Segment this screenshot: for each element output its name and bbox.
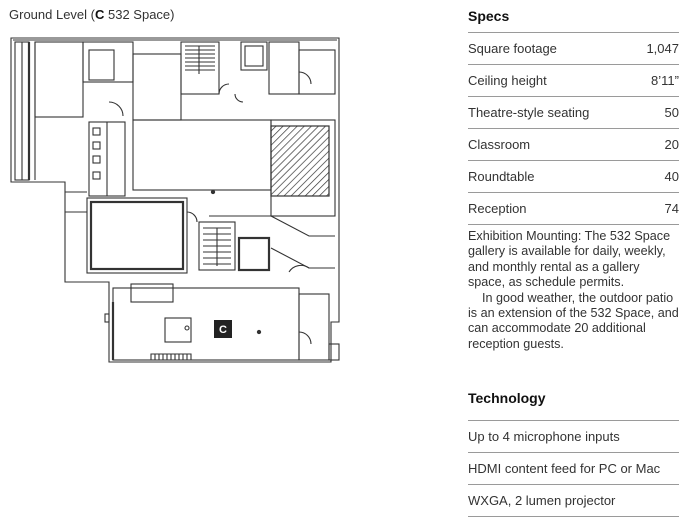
spec-value: 74 [664, 201, 679, 216]
specs-heading: Specs [468, 8, 510, 24]
floor-plan-title [9, 7, 175, 22]
spec-label: Ceiling height [468, 73, 547, 88]
spec-label: Classroom [468, 137, 531, 152]
specs-note [468, 225, 679, 352]
floor-plan-drawing [9, 32, 344, 382]
technology-item: WXGA, 2 lumen projector [468, 485, 679, 517]
spec-value: 20 [664, 137, 679, 152]
specs-panel [468, 0, 679, 508]
technology-item: Up to 4 microphone inputs [468, 420, 679, 453]
patio-note: In good weather, the outdoor patio is an extension of the 532 Space, and can accommodate 20 additional reception guests. [468, 290, 679, 351]
spec-label: Square footage [468, 41, 557, 56]
spec-label: Roundtable [468, 169, 535, 184]
technology-heading: Technology [468, 390, 546, 406]
spec-value: 50 [664, 105, 679, 120]
spec-label: Theatre-style seating [468, 105, 590, 120]
specs-table [468, 32, 679, 225]
spec-row [468, 193, 679, 225]
spec-value: 1,047 [646, 41, 679, 56]
spec-row [468, 97, 679, 129]
title-suffix: 532 Space) [104, 7, 175, 22]
room-marker-c: C [219, 324, 227, 336]
spec-value: 40 [664, 169, 679, 184]
technology-item: HDMI content feed for PC or Mac [468, 453, 679, 485]
title-marker: C [95, 7, 105, 22]
exhibition-note: Exhibition Mounting: The 532 Space gallery is available for daily, weekly, and monthly rental as a gallery space, as schedule permits. [468, 229, 671, 290]
spec-value: 8’11” [651, 73, 679, 88]
spec-row [468, 32, 679, 65]
spec-label: Reception [468, 201, 527, 216]
spec-row [468, 161, 679, 193]
spec-row [468, 129, 679, 161]
spec-row [468, 65, 679, 97]
title-prefix: Ground Level ( [9, 7, 95, 22]
technology-list [468, 420, 679, 517]
